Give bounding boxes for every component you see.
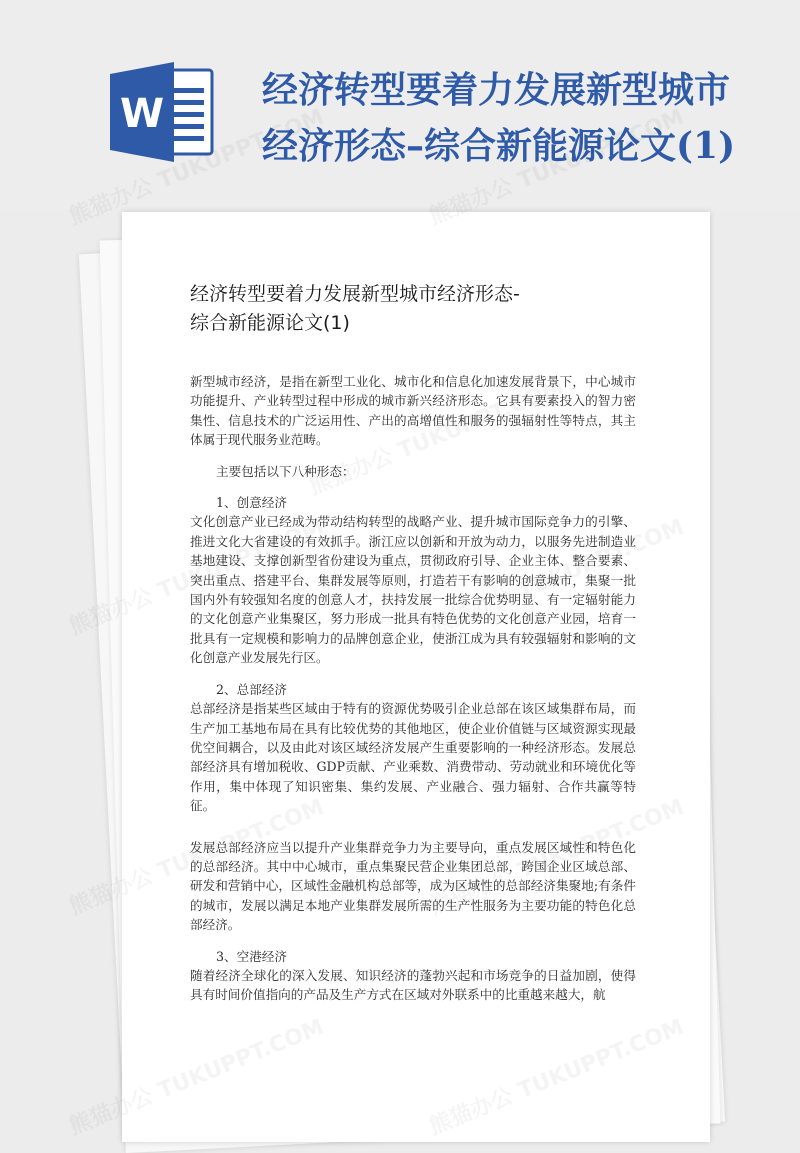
document-title-line2: 综合新能源论文(1) xyxy=(190,312,350,334)
document-title-line1: 经济转型要着力发展新型城市经济形态- xyxy=(190,283,520,305)
paragraph-lead: 主要包括以下八种形态： xyxy=(216,463,355,479)
document-page xyxy=(122,212,710,1142)
paragraph-headquarters-economy: 总部经济是指某些区域由于特有的资源优势吸引企业总部在该区域集群布局，而生产加工基地布局在具有比较优势的其他地区，使企业价值链与区域资源实现最优空间耦合，以及由此对该区域经济发展产生重要影响的一种经济形态。发展总部经济具有增加税收、GDP贡献、产业乘数、消费带动、劳动就业和环境优化等作用，集中体现了知识密集、集约发展、产业融合、强力辐射、合作共赢等特征。 xyxy=(190,701,636,814)
section-heading-2: 2、总部经济 xyxy=(216,681,287,697)
document-body xyxy=(190,372,636,1005)
section-heading-3: 3、空港经济 xyxy=(216,948,287,964)
header-title xyxy=(262,62,782,174)
header-title-line1: 经济转型要着力发展新型城市 xyxy=(262,69,731,111)
paragraph-airport-economy: 随着经济全球化的深入发展、知识经济的蓬勃兴起和市场竞争的日益加剧，使得具有时间价值指向的产品及生产方式在区域对外联系中的比重越来越大，航 xyxy=(190,967,636,1003)
paragraph-headquarters-development: 发展总部经济应当以提升产业集群竞争力为主要导向，重点发展区域性和特色化的总部经济。其中中心城市，重点集聚民营企业集团总部，跨国企业区域总部、研发和营销中心，区域性金融机构总部等，成为区域性的总部经济集聚地;有条件的城市，发展以满足本地产业集群发展所需的生产性服务为主要功能的特色化总部经济。 xyxy=(190,839,636,933)
header-title-line2: 经济形态–综合新能源论文(1) xyxy=(262,125,736,167)
section-heading-1: 1、创意经济 xyxy=(216,495,287,511)
word-icon xyxy=(108,60,216,164)
preview-header xyxy=(0,0,800,210)
paragraph-intro: 新型城市经济，是指在新型工业化、城市化和信息化加速发展背景下，中心城市功能提升、产业转型过程中形成的城市新兴经济形态。它具有要素投入的智力密集性、信息技术的广泛运用性、产出的高增值性和服务的强辐射性等特点，其主体属于现代服务业范畴。 xyxy=(190,374,636,448)
svg-text:W: W xyxy=(119,91,165,137)
paragraph-creative-economy: 文化创意产业已经成为带动结构转型的战略产业、提升城市国际竞争力的引擎、推进文化大省建设的有效抓手。浙江应以创新和开放为动力，以服务先进制造业基地建设、支撑创新型省份建设为重点，贯彻政府引导、企业主体、整合要素、突出重点、搭建平台、集群发展等原则，打造若干有影响的创意城市，集聚一批国内外有较强知名度的创意人才，扶持发展一批综合优势明显、有一定辐射能力的文化创意产业集聚区，努力形成一批具有特色优势的文化创意产业园，培育一批具有一定规模和影响力的品牌创意企业，使浙江成为具有较强辐射和影响的文化创意产业发展先行区。 xyxy=(190,514,636,666)
document-title xyxy=(190,280,670,338)
